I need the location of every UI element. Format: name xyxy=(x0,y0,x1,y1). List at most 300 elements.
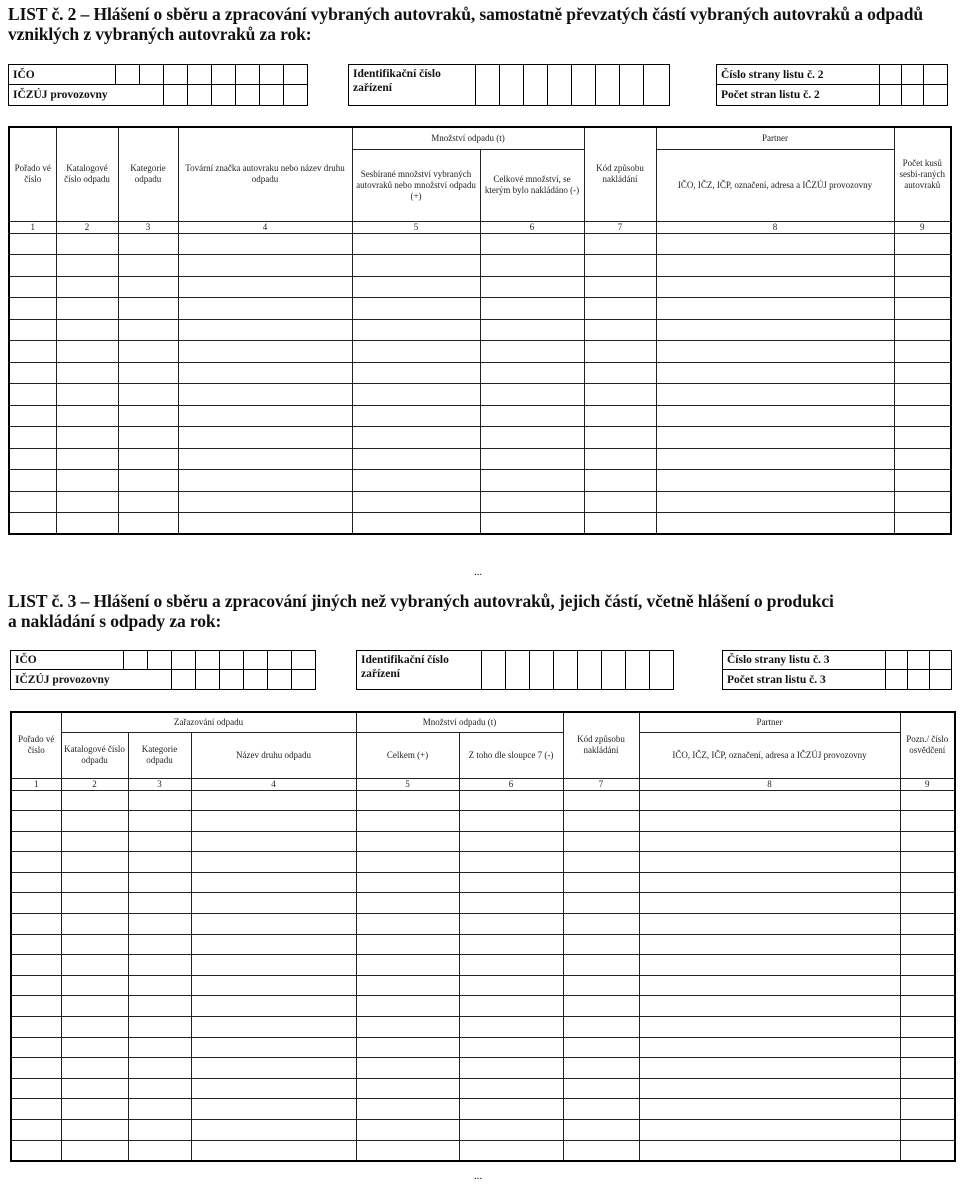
list2-data-cell[interactable] xyxy=(480,513,584,535)
list3-data-cell[interactable] xyxy=(191,852,356,873)
list3-data-cell[interactable] xyxy=(900,811,955,832)
list3-data-cell[interactable] xyxy=(11,1037,61,1058)
list3-id-cells[interactable] xyxy=(481,651,673,689)
list3-data-cell[interactable] xyxy=(191,1099,356,1120)
list3-data-cell[interactable] xyxy=(191,955,356,976)
list2-sheet-no-cells[interactable] xyxy=(879,65,945,84)
list3-data-cell[interactable] xyxy=(563,1140,639,1161)
list2-data-cell[interactable] xyxy=(480,362,584,384)
list2-data-cell[interactable] xyxy=(894,427,951,449)
list3-data-cell[interactable] xyxy=(61,914,128,935)
list2-data-cell[interactable] xyxy=(9,341,56,363)
list3-data-cell[interactable] xyxy=(61,852,128,873)
list2-data-cell[interactable] xyxy=(178,319,352,341)
list3-data-cell[interactable] xyxy=(639,934,900,955)
list3-data-cell[interactable] xyxy=(11,872,61,893)
list3-data-cell[interactable] xyxy=(459,893,563,914)
list2-data-cell[interactable] xyxy=(584,341,656,363)
list3-data-cell[interactable] xyxy=(356,790,459,811)
list3-data-cell[interactable] xyxy=(61,1140,128,1161)
list3-data-cell[interactable] xyxy=(356,872,459,893)
list3-data-cell[interactable] xyxy=(900,1037,955,1058)
list2-data-cell[interactable] xyxy=(118,233,178,255)
list3-data-cell[interactable] xyxy=(563,790,639,811)
list3-data-cell[interactable] xyxy=(459,1099,563,1120)
list3-data-cell[interactable] xyxy=(11,811,61,832)
list3-data-cell[interactable] xyxy=(459,934,563,955)
list3-data-cell[interactable] xyxy=(61,1017,128,1038)
list2-data-cell[interactable] xyxy=(894,384,951,406)
list3-data-cell[interactable] xyxy=(11,934,61,955)
list3-data-cell[interactable] xyxy=(191,1037,356,1058)
list2-data-cell[interactable] xyxy=(9,384,56,406)
list3-data-cell[interactable] xyxy=(191,1120,356,1141)
list3-title-line1: LIST č. 3 – Hlášení o sběru a zpracování jiných než vybraných autovraků, jejich částí, včetně hlášení o produkci xyxy=(8,591,834,611)
list3-data-cell[interactable] xyxy=(128,1120,191,1141)
list2-data-cell[interactable] xyxy=(118,319,178,341)
list2-data-cell[interactable] xyxy=(178,341,352,363)
list2-data-cell[interactable] xyxy=(178,362,352,384)
list2-data-cell[interactable] xyxy=(584,491,656,513)
list2-data-cell[interactable] xyxy=(584,470,656,492)
list3-sheet-count-cells[interactable] xyxy=(885,670,951,689)
list2-data-cell[interactable] xyxy=(118,427,178,449)
list3-data-cell[interactable] xyxy=(356,1017,459,1038)
list3-data-cell[interactable] xyxy=(191,831,356,852)
list3-data-cell[interactable] xyxy=(356,852,459,873)
list2-data-cell[interactable] xyxy=(894,362,951,384)
list3-data-cell[interactable] xyxy=(128,996,191,1017)
list2-data-cell[interactable] xyxy=(178,233,352,255)
list3-data-cell[interactable] xyxy=(639,975,900,996)
list3-data-cell[interactable] xyxy=(900,1120,955,1141)
list3-data-cell[interactable] xyxy=(900,831,955,852)
list3-data-cell[interactable] xyxy=(128,1017,191,1038)
list2-data-cell[interactable] xyxy=(480,384,584,406)
list3-data-cell[interactable] xyxy=(356,831,459,852)
list2-data-cell[interactable] xyxy=(352,255,480,277)
list3-data-cell[interactable] xyxy=(128,790,191,811)
list3-data-cell[interactable] xyxy=(356,996,459,1017)
list2-data-cell[interactable] xyxy=(56,298,118,320)
list2-data-cell[interactable] xyxy=(480,448,584,470)
list3-data-cell[interactable] xyxy=(356,975,459,996)
list3-data-cell[interactable] xyxy=(11,1099,61,1120)
list2-data-cell[interactable] xyxy=(656,362,894,384)
list2-data-cell[interactable] xyxy=(584,362,656,384)
list3-data-cell[interactable] xyxy=(61,996,128,1017)
list2-data-cell[interactable] xyxy=(480,491,584,513)
list2-data-cell[interactable] xyxy=(656,427,894,449)
list2-data-cell[interactable] xyxy=(584,298,656,320)
list2-data-cell[interactable] xyxy=(480,405,584,427)
list3-data-cell[interactable] xyxy=(356,1099,459,1120)
list3-data-cell[interactable] xyxy=(563,1099,639,1120)
list3-data-cell[interactable] xyxy=(459,872,563,893)
list3-data-cell[interactable] xyxy=(61,1099,128,1120)
list3-data-cell[interactable] xyxy=(563,831,639,852)
list2-data-cell[interactable] xyxy=(9,427,56,449)
list3-data-cell[interactable] xyxy=(563,914,639,935)
list2-data-cell[interactable] xyxy=(178,405,352,427)
list3-data-cell[interactable] xyxy=(191,811,356,832)
list2-data-cell[interactable] xyxy=(480,233,584,255)
list3-data-cell[interactable] xyxy=(900,1058,955,1079)
list3-data-cell[interactable] xyxy=(563,1078,639,1099)
list3-data-cell[interactable] xyxy=(11,1120,61,1141)
list3-data-cell[interactable] xyxy=(459,914,563,935)
list3-data-cell[interactable] xyxy=(563,893,639,914)
list3-data-cell[interactable] xyxy=(61,872,128,893)
list3-data-cell[interactable] xyxy=(639,831,900,852)
list3-data-cell[interactable] xyxy=(61,893,128,914)
list3-data-cell[interactable] xyxy=(459,1078,563,1099)
list2-data-cell[interactable] xyxy=(9,255,56,277)
list2-data-cell[interactable] xyxy=(9,319,56,341)
list2-data-cell[interactable] xyxy=(56,233,118,255)
list3-data-cell[interactable] xyxy=(459,811,563,832)
list3-data-cell[interactable] xyxy=(128,955,191,976)
list3-data-cell[interactable] xyxy=(191,790,356,811)
list3-data-cell[interactable] xyxy=(459,1017,563,1038)
list2-data-cell[interactable] xyxy=(56,470,118,492)
list3-data-cell[interactable] xyxy=(900,852,955,873)
list3-data-cell[interactable] xyxy=(900,934,955,955)
list2-iczuj-cells[interactable] xyxy=(163,85,307,105)
list3-data-cell[interactable] xyxy=(356,1078,459,1099)
list2-data-cell[interactable] xyxy=(178,448,352,470)
list3-data-cell[interactable] xyxy=(128,872,191,893)
list2-data-cell[interactable] xyxy=(656,405,894,427)
list3-data-cell[interactable] xyxy=(639,811,900,832)
list2-data-cell[interactable] xyxy=(56,384,118,406)
list2-data-cell[interactable] xyxy=(9,233,56,255)
list3-data-cell[interactable] xyxy=(128,831,191,852)
list3-data-cell[interactable] xyxy=(191,872,356,893)
list2-data-cell[interactable] xyxy=(9,362,56,384)
list3-data-cell[interactable] xyxy=(900,790,955,811)
list3-data-cell[interactable] xyxy=(459,790,563,811)
list3-data-cell[interactable] xyxy=(191,934,356,955)
list2-data-cell[interactable] xyxy=(894,470,951,492)
list3-data-cell[interactable] xyxy=(356,1140,459,1161)
list3-iczuj-cells[interactable] xyxy=(171,670,315,689)
list3-data-cell[interactable] xyxy=(191,914,356,935)
list2-data-cell[interactable] xyxy=(352,405,480,427)
list3-data-cell[interactable] xyxy=(11,975,61,996)
list3-data-cell[interactable] xyxy=(128,1058,191,1079)
list3-data-cell[interactable] xyxy=(356,893,459,914)
list2-data-cell[interactable] xyxy=(118,405,178,427)
list2-data-cell[interactable] xyxy=(56,491,118,513)
list3-data-cell[interactable] xyxy=(900,1140,955,1161)
list3-data-cell[interactable] xyxy=(900,955,955,976)
list3-data-cell[interactable] xyxy=(128,1037,191,1058)
list3-data-cell[interactable] xyxy=(61,1037,128,1058)
list2-data-cell[interactable] xyxy=(118,276,178,298)
list3-data-cell[interactable] xyxy=(128,893,191,914)
list2-data-cell[interactable] xyxy=(480,255,584,277)
list2-ico-cells[interactable] xyxy=(115,65,307,84)
list3-data-cell[interactable] xyxy=(563,1058,639,1079)
list2-data-cell[interactable] xyxy=(352,513,480,535)
list2-data-cell[interactable] xyxy=(118,513,178,535)
list2-data-cell[interactable] xyxy=(656,448,894,470)
list3-data-cell[interactable] xyxy=(61,975,128,996)
list3-data-cell[interactable] xyxy=(639,1017,900,1038)
list3-data-cell[interactable] xyxy=(563,1017,639,1038)
list2-data-cell[interactable] xyxy=(178,491,352,513)
list3-data-cell[interactable] xyxy=(128,1099,191,1120)
list3-data-cell[interactable] xyxy=(61,1078,128,1099)
list2-data-cell[interactable] xyxy=(584,255,656,277)
list3-data-cell[interactable] xyxy=(639,1078,900,1099)
list2-data-cell[interactable] xyxy=(480,427,584,449)
list2-id-cells[interactable] xyxy=(475,65,667,105)
list3-data-cell[interactable] xyxy=(191,1017,356,1038)
list2-data-cell[interactable] xyxy=(118,255,178,277)
list2-data-cell[interactable] xyxy=(656,255,894,277)
list3-data-cell[interactable] xyxy=(61,811,128,832)
list2-data-cell[interactable] xyxy=(584,513,656,535)
list3-data-cell[interactable] xyxy=(11,1017,61,1038)
list3-data-cell[interactable] xyxy=(61,1058,128,1079)
list3-data-cell[interactable] xyxy=(356,914,459,935)
list3-data-cell[interactable] xyxy=(459,1037,563,1058)
list2-data-cell[interactable] xyxy=(118,362,178,384)
list3-data-cell[interactable] xyxy=(11,893,61,914)
list2-data-cell[interactable] xyxy=(9,298,56,320)
list3-data-cell[interactable] xyxy=(128,852,191,873)
list2-data-cell[interactable] xyxy=(178,384,352,406)
list2-data-cell[interactable] xyxy=(894,255,951,277)
list3-data-cell[interactable] xyxy=(11,831,61,852)
list2-data-cell[interactable] xyxy=(480,319,584,341)
list3-data-cell[interactable] xyxy=(563,955,639,976)
list2-data-cell[interactable] xyxy=(584,427,656,449)
list2-data-cell[interactable] xyxy=(56,427,118,449)
list2-sheet-count-cells[interactable] xyxy=(879,85,945,105)
list3-data-cell[interactable] xyxy=(128,1078,191,1099)
list2-data-cell[interactable] xyxy=(656,384,894,406)
list3-data-cell[interactable] xyxy=(563,852,639,873)
list2-data-cell[interactable] xyxy=(480,298,584,320)
list2-data-cell[interactable] xyxy=(656,276,894,298)
list3-data-cell[interactable] xyxy=(191,975,356,996)
list3-data-cell[interactable] xyxy=(11,1058,61,1079)
list2-data-cell[interactable] xyxy=(894,405,951,427)
list3-data-cell[interactable] xyxy=(191,1140,356,1161)
list2-data-cell[interactable] xyxy=(656,470,894,492)
list3-data-cell[interactable] xyxy=(356,955,459,976)
list3-data-cell[interactable] xyxy=(459,975,563,996)
list2-data-cell[interactable] xyxy=(894,319,951,341)
list2-data-cell[interactable] xyxy=(352,384,480,406)
list2-data-cell[interactable] xyxy=(894,513,951,535)
list2-data-cell[interactable] xyxy=(9,448,56,470)
list2-data-cell[interactable] xyxy=(894,276,951,298)
list2-data-cell[interactable] xyxy=(656,513,894,535)
list3-data-cell[interactable] xyxy=(61,790,128,811)
list2-data-cell[interactable] xyxy=(56,276,118,298)
list3-data-cell[interactable] xyxy=(61,1120,128,1141)
list2-data-cell[interactable] xyxy=(178,427,352,449)
list3-data-cell[interactable] xyxy=(356,934,459,955)
list3-data-cell[interactable] xyxy=(356,1058,459,1079)
list3-data-cell[interactable] xyxy=(459,1120,563,1141)
list2-data-cell[interactable] xyxy=(656,298,894,320)
list3-data-cell[interactable] xyxy=(356,1037,459,1058)
list3-data-cell[interactable] xyxy=(900,996,955,1017)
list2-data-cell[interactable] xyxy=(352,298,480,320)
list2-data-cell[interactable] xyxy=(584,319,656,341)
list3-data-cell[interactable] xyxy=(563,975,639,996)
list3-data-cell[interactable] xyxy=(459,1058,563,1079)
list2-data-cell[interactable] xyxy=(56,319,118,341)
list3-data-cell[interactable] xyxy=(459,955,563,976)
list3-data-cell[interactable] xyxy=(128,975,191,996)
list3-data-cell[interactable] xyxy=(128,934,191,955)
list2-data-cell[interactable] xyxy=(480,276,584,298)
list3-data-cell[interactable] xyxy=(639,893,900,914)
list2-data-cell[interactable] xyxy=(894,448,951,470)
list2-data-cell[interactable] xyxy=(656,319,894,341)
list2-data-cell[interactable] xyxy=(178,298,352,320)
list2-data-cell[interactable] xyxy=(9,513,56,535)
list3-data-cell[interactable] xyxy=(900,914,955,935)
list3-data-cell[interactable] xyxy=(563,811,639,832)
list3-data-cell[interactable] xyxy=(459,831,563,852)
list3-data-cell[interactable] xyxy=(356,1120,459,1141)
list3-ico-cells[interactable] xyxy=(123,651,315,669)
list2-data-cell[interactable] xyxy=(352,341,480,363)
list2-data-cell[interactable] xyxy=(352,276,480,298)
list2-data-cell[interactable] xyxy=(584,448,656,470)
list3-data-cell[interactable] xyxy=(11,996,61,1017)
list3-data-cell[interactable] xyxy=(639,872,900,893)
list3-data-cell[interactable] xyxy=(900,1017,955,1038)
list3-data-cell[interactable] xyxy=(11,955,61,976)
list2-data-cell[interactable] xyxy=(894,233,951,255)
list3-data-cell[interactable] xyxy=(639,1140,900,1161)
list2-data-cell[interactable] xyxy=(352,448,480,470)
list3-data-cell[interactable] xyxy=(11,914,61,935)
list3-data-cell[interactable] xyxy=(11,790,61,811)
list3-data-cell[interactable] xyxy=(128,914,191,935)
list3-data-cell[interactable] xyxy=(61,934,128,955)
list3-data-cell[interactable] xyxy=(639,955,900,976)
list3-data-cell[interactable] xyxy=(639,1099,900,1120)
list2-data-cell[interactable] xyxy=(584,405,656,427)
list3-data-cell[interactable] xyxy=(11,1078,61,1099)
list2-data-cell[interactable] xyxy=(118,448,178,470)
list3-data-cell[interactable] xyxy=(459,852,563,873)
list2-data-cell[interactable] xyxy=(352,233,480,255)
list2-data-cell[interactable] xyxy=(56,513,118,535)
list2-data-cell[interactable] xyxy=(480,341,584,363)
list3-data-cell[interactable] xyxy=(900,1078,955,1099)
list2-data-cell[interactable] xyxy=(118,298,178,320)
list3-data-cell[interactable] xyxy=(191,996,356,1017)
list2-data-cell[interactable] xyxy=(584,276,656,298)
list3-data-cell[interactable] xyxy=(900,872,955,893)
list3-data-cell[interactable] xyxy=(563,872,639,893)
list3-data-cell[interactable] xyxy=(563,934,639,955)
list2-data-cell[interactable] xyxy=(352,491,480,513)
list2-data-cell[interactable] xyxy=(118,470,178,492)
list2-data-cell[interactable] xyxy=(118,384,178,406)
list3-data-cell[interactable] xyxy=(128,1140,191,1161)
list2-data-cell[interactable] xyxy=(352,470,480,492)
list2-data-cell[interactable] xyxy=(584,384,656,406)
list3-data-cell[interactable] xyxy=(61,955,128,976)
list2-data-cell[interactable] xyxy=(480,470,584,492)
list3-data-cell[interactable] xyxy=(563,996,639,1017)
list3-data-cell[interactable] xyxy=(639,1120,900,1141)
list2-data-cell[interactable] xyxy=(894,298,951,320)
list2-data-cell[interactable] xyxy=(9,470,56,492)
list2-data-cell[interactable] xyxy=(894,491,951,513)
list3-data-cell[interactable] xyxy=(128,811,191,832)
list2-data-cell[interactable] xyxy=(56,255,118,277)
list2-data-cell[interactable] xyxy=(178,470,352,492)
list3-data-cell[interactable] xyxy=(191,893,356,914)
list3-data-cell[interactable] xyxy=(639,1037,900,1058)
list2-data-cell[interactable] xyxy=(9,276,56,298)
list3-data-cell[interactable] xyxy=(639,852,900,873)
list2-data-cell[interactable] xyxy=(584,233,656,255)
list3-data-cell[interactable] xyxy=(459,1140,563,1161)
list2-data-cell[interactable] xyxy=(656,233,894,255)
list2-data-cell[interactable] xyxy=(118,341,178,363)
list2-data-cell[interactable] xyxy=(656,491,894,513)
list2-data-cell[interactable] xyxy=(9,405,56,427)
list2-data-cell[interactable] xyxy=(178,513,352,535)
list2-data-cell[interactable] xyxy=(118,491,178,513)
list3-data-cell[interactable] xyxy=(11,1140,61,1161)
list3-data-cell[interactable] xyxy=(61,831,128,852)
list3-data-cell[interactable] xyxy=(900,975,955,996)
list3-data-cell[interactable] xyxy=(11,852,61,873)
list3-data-cell[interactable] xyxy=(639,790,900,811)
list3-data-cell[interactable] xyxy=(639,996,900,1017)
list2-data-cell[interactable] xyxy=(178,255,352,277)
list3-data-cell[interactable] xyxy=(459,996,563,1017)
list3-data-cell[interactable] xyxy=(900,893,955,914)
list2-data-cell[interactable] xyxy=(656,341,894,363)
list2-data-cell[interactable] xyxy=(352,362,480,384)
list3-data-cell[interactable] xyxy=(639,914,900,935)
list3-head-8: IČO, IČZ, IČP, označení, adresa a IČZÚJ provozovny xyxy=(639,732,900,778)
list3-data-cell[interactable] xyxy=(900,1099,955,1120)
list2-data-cell[interactable] xyxy=(56,362,118,384)
list3-sheet-no-cells[interactable] xyxy=(885,651,951,669)
list3-data-cell[interactable] xyxy=(639,1058,900,1079)
list3-data-cell[interactable] xyxy=(356,811,459,832)
list3-data-cell[interactable] xyxy=(563,1037,639,1058)
list2-data-cell[interactable] xyxy=(56,341,118,363)
list2-data-cell[interactable] xyxy=(352,427,480,449)
list2-data-cell[interactable] xyxy=(9,491,56,513)
list3-data-cell[interactable] xyxy=(563,1120,639,1141)
list2-data-cell[interactable] xyxy=(56,405,118,427)
list2-data-cell[interactable] xyxy=(894,341,951,363)
list2-data-cell[interactable] xyxy=(352,319,480,341)
list3-data-cell[interactable] xyxy=(191,1078,356,1099)
list3-data-cell[interactable] xyxy=(191,1058,356,1079)
list2-data-cell[interactable] xyxy=(56,448,118,470)
list2-data-cell[interactable] xyxy=(178,276,352,298)
